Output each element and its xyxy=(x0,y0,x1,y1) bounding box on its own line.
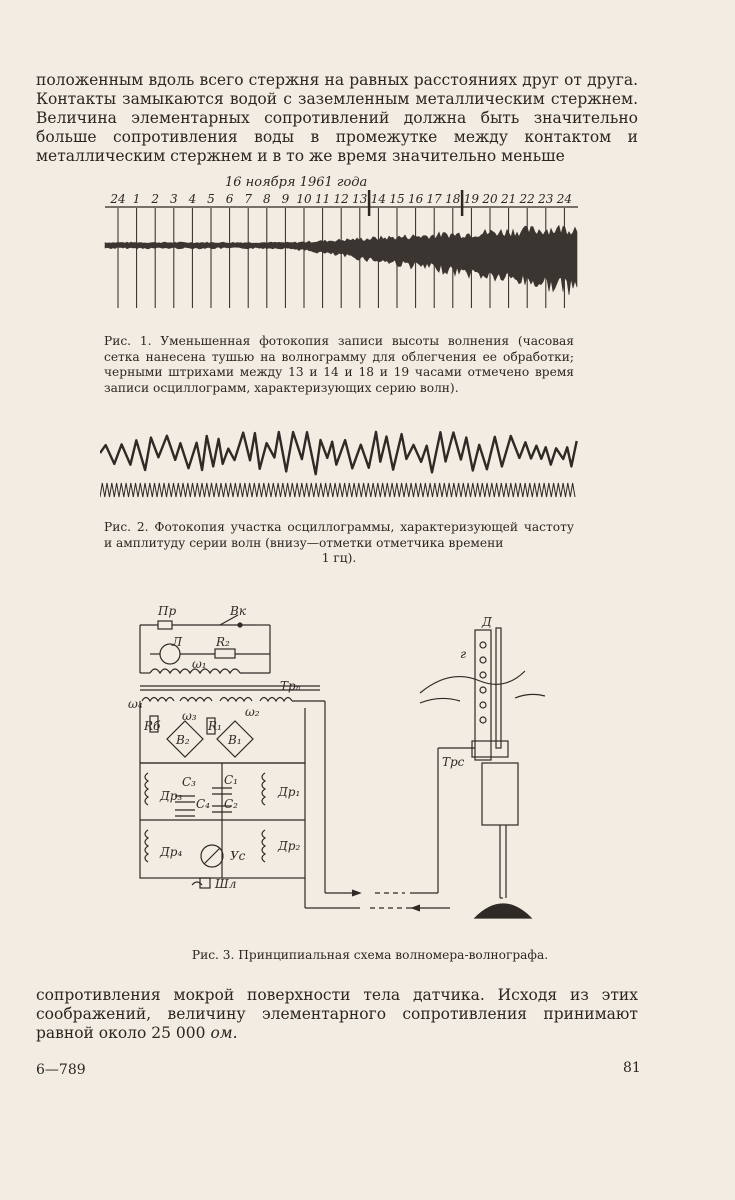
label-c4: С₄ xyxy=(196,797,210,811)
hour-label: 15 xyxy=(389,192,405,206)
hour-label: 2 xyxy=(151,192,160,206)
figure2-time-marks xyxy=(100,483,575,497)
wave-sensor xyxy=(420,628,545,918)
label-pr: Пр xyxy=(158,604,177,618)
label-c3: С₃ xyxy=(182,775,196,789)
label-w2: ω₂ xyxy=(245,705,260,719)
label-w4: ω₄ xyxy=(128,697,143,711)
hour-label: 16 xyxy=(407,192,424,206)
hour-label: 21 xyxy=(500,192,517,206)
figure1-caption: Рис. 1. Уменьшенная фотокопия записи высоты волнения (часовая сетка нанесена тушью на волнограмму для облегчения ее обработки; черными штрихами между 13 и 14 и 18 и 19 часами отмечено время записи осциллограмм, характеризующих серию волн). xyxy=(104,334,574,395)
figure3-circuit-schematic xyxy=(120,598,560,938)
label-vk: Вк xyxy=(230,604,246,618)
label-shl: Шл xyxy=(215,877,237,891)
label-b1: В₁ xyxy=(228,733,242,747)
hour-label: 10 xyxy=(296,192,312,206)
label-dr1: Др₁ xyxy=(278,785,301,799)
label-w1: ω₁ xyxy=(192,657,207,671)
hour-label: 24 xyxy=(556,192,573,206)
figure2-oscillogram xyxy=(100,425,580,505)
body-text-bottom-main: сопротивления мокрой поверхности тела датчика. Исходя из этих соображений, величину элементарного сопротивления принимают равной около 25 000 xyxy=(36,986,638,1042)
printer-signature: 6—789 xyxy=(36,1062,86,1078)
hour-label: 23 xyxy=(538,192,554,206)
label-d: Д xyxy=(482,615,492,629)
label-c2: С₂ xyxy=(224,797,238,811)
label-dr4: Др₄ xyxy=(160,845,183,859)
label-g: г xyxy=(460,647,467,661)
connecting-cable xyxy=(305,748,450,911)
label-dr3: Др₃ xyxy=(160,789,183,803)
label-r1: R₁ xyxy=(208,719,222,733)
hour-label: 7 xyxy=(244,192,253,206)
label-trp: Трₙ xyxy=(280,679,301,693)
hour-label: 4 xyxy=(188,192,197,206)
body-text-top: положенным вдоль всего стержня на равных расстояниях друг от друга. Контакты замыкаются водой с заземленным металлическим стержнем. Величина элементарных сопротивлений должна быть значительно больше сопротивления воды в промежутке между контактом и металлическим стержнем и в то же время значительно меньше xyxy=(36,71,638,165)
hour-label: 18 xyxy=(445,192,461,206)
label-rb: Rб xyxy=(144,719,161,733)
body-text-bottom xyxy=(36,986,638,1043)
figure3-caption: Рис. 3. Принципиальная схема волномера-волнографа. xyxy=(191,948,549,962)
hour-label: 8 xyxy=(262,192,271,206)
hour-label: 9 xyxy=(281,192,290,206)
rectifier-bridges xyxy=(140,701,305,763)
label-l: Л xyxy=(172,635,183,649)
hour-label: 14 xyxy=(370,192,387,206)
page-number: 81 xyxy=(623,1060,641,1076)
figure1-date-label: 16 ноября 1961 года xyxy=(225,175,368,190)
hour-label: 11 xyxy=(314,192,331,206)
label-us: Ус xyxy=(230,849,246,863)
figure2-caption-end: 1 гц). xyxy=(321,551,357,565)
hour-label: 1 xyxy=(132,192,141,206)
hour-label: 20 xyxy=(482,192,498,206)
hour-label: 24 xyxy=(110,192,126,206)
label-b2: В₂ xyxy=(176,733,190,747)
hour-label: 19 xyxy=(463,192,480,206)
hour-label: 5 xyxy=(207,192,215,206)
label-trc: Трс xyxy=(442,755,465,769)
label-r2: R₂ xyxy=(216,635,230,649)
label-w3: ω₃ xyxy=(182,709,197,723)
figure2-caption xyxy=(104,520,574,567)
resistance-unit: ом. xyxy=(210,1024,238,1042)
figure2-caption-text: Рис. 2. Фотокопия участка осциллограммы, характеризующей частоту и амплитуду серии волн (внизу—отметки отметчика времени xyxy=(104,520,574,550)
hour-label: 17 xyxy=(426,192,442,206)
filter-network xyxy=(140,763,305,888)
hour-label: 3 xyxy=(169,192,178,206)
hour-label: 22 xyxy=(519,192,535,206)
figure1-wave-record xyxy=(100,168,585,313)
label-c1: С₁ xyxy=(224,773,238,787)
label-dr2: Др₂ xyxy=(278,839,301,853)
hour-label: 13 xyxy=(352,192,368,206)
hour-label: 12 xyxy=(333,192,349,206)
hour-label: 6 xyxy=(225,192,234,206)
figure2-wave-trace xyxy=(100,432,577,474)
